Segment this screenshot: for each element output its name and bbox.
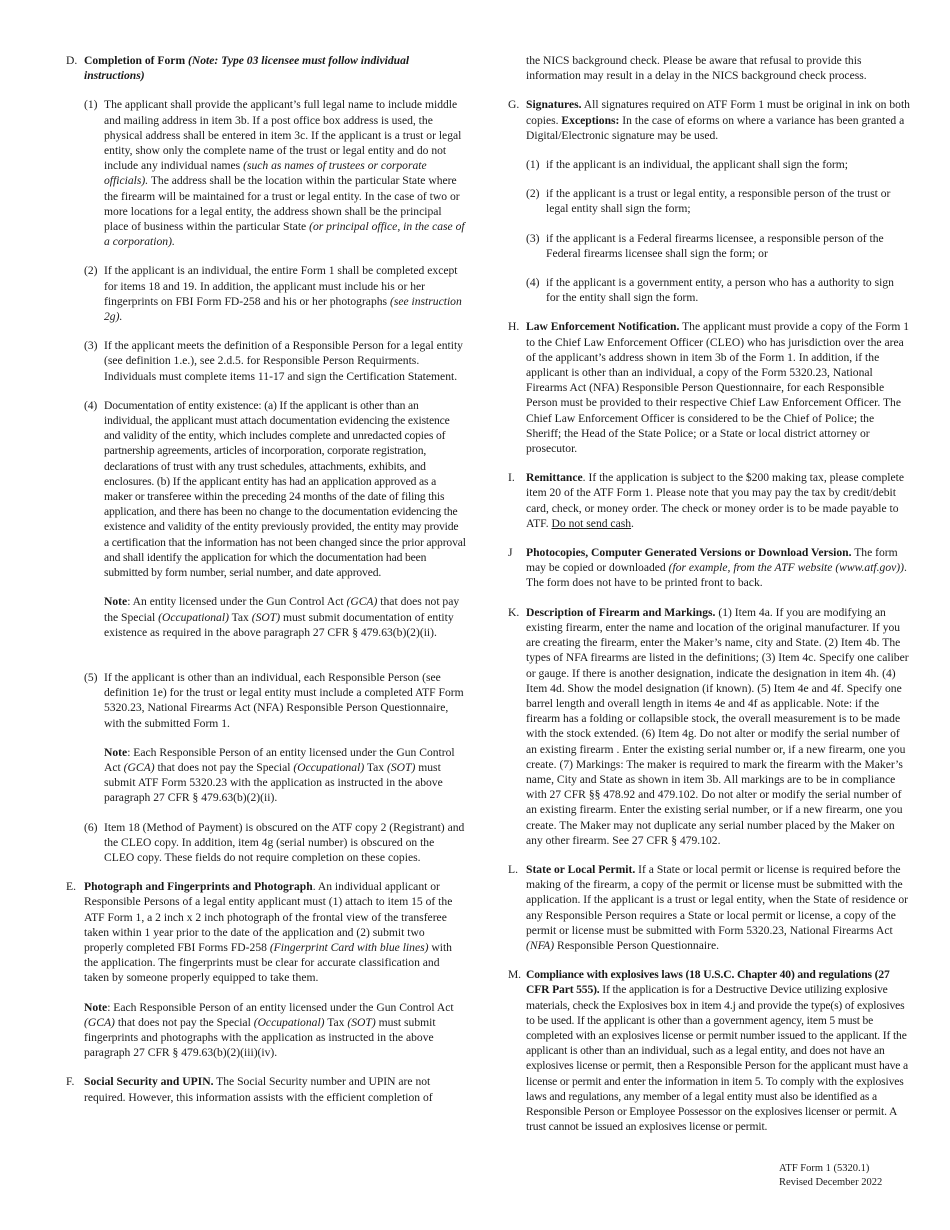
section-letter: G. <box>508 98 520 112</box>
section-j <box>508 545 910 591</box>
section-g-item-3 <box>526 231 910 261</box>
item-text: Item 18 (Method of Payment) is obscured on the ATF copy 2 (Registrant) and the CLEO copy. In addition, item 4g (serial number) is obscured on the CLEO copy. These fields do not require completion on these copies. <box>104 820 465 864</box>
section-g <box>508 97 910 143</box>
section-d-heading <box>66 53 466 83</box>
section-underline: Do not send cash <box>551 516 632 530</box>
section-text: with the application. The fingerprints must be clear for accurate classification and taken by someone properly equipped to take them. <box>84 940 452 985</box>
item-number: (1) <box>526 158 540 172</box>
note-label: Note <box>84 1000 108 1014</box>
section-letter: H. <box>508 320 520 334</box>
section-f <box>66 1074 466 1104</box>
section-m <box>508 967 910 1134</box>
section-d-item-2 <box>84 263 466 324</box>
item-number: (4) <box>526 276 540 290</box>
note-text: must submit documentation of entity existence as required in the above paragraph 27 CFR § 479.63(b)(2)(ii). <box>104 610 454 639</box>
item-text: if the applicant is a Federal firearms licensee, a responsible person of the Federal firearms licensee shall sign the form; or <box>546 231 884 260</box>
section-title: State or Local Permit. <box>526 862 636 876</box>
note-italic: (GCA) <box>123 760 155 774</box>
note-text: must submit ATF Form 5320.23 with the application as instructed in the above paragraph 27 CFR § 479.63(b)(2)(ii). <box>104 760 443 805</box>
note-italic: (SOT) <box>387 760 416 774</box>
section-text: . If the application is subject to the $200 making tax, please complete item 20 of the ATF Form 1. Please note that you may pay the tax by credit/debit card, check, or money order. The check or money order is to be made payable to ATF. <box>526 471 904 530</box>
note-text: that does not pay the Special <box>154 760 294 774</box>
section-h <box>508 319 910 456</box>
section-d-item-3 <box>84 338 466 384</box>
item-text-italic: (or principal office, in the case of a corporation). <box>104 220 465 249</box>
form-revised-date: Revised December 2022 <box>779 1176 883 1188</box>
note-text: that does not pay the Special <box>114 1015 254 1029</box>
section-text: If the application is for a Destructive Device utilizing explosive materials, check the Explosives box in item 4.j and provide the type(s) of explosives to be used. If the applicant is other than a government agency, item 5 must be completed with an explosives license or permit number issued to the applicant. If the applicant is other than an individual, such as a legal entity, and does not have an explosives license or permit, then a Responsible Person for the applicant must have a license or permit and enter the information in item 5. To comply with the explosives laws and regulations, any member of a legal entity must also be identified as a Responsible Person or Employee Possessor on the explosives licenser or permit. A trust cannot be issued an explosives license or permit. <box>526 983 908 1134</box>
section-italic: (Fingerprint Card with blue lines) <box>269 940 429 954</box>
item-number: (2) <box>84 264 98 278</box>
section-letter: E. <box>66 880 76 894</box>
section-bold: Exceptions: <box>561 113 620 127</box>
item-text: If the applicant is an individual, the entire Form 1 shall be completed except for items 18 and 19. In addition, the applicant must include his or her fingerprints on FBI Form FD-258 and his or her photographs <box>104 264 458 308</box>
note-text: : Each Responsible Person of an entity licensed under the Gun Control Act <box>104 745 455 774</box>
section-title: Photocopies, Computer Generated Versions or Download Version. <box>526 546 852 560</box>
section-i <box>508 470 910 531</box>
item-number: (3) <box>526 231 540 245</box>
section-k <box>508 605 910 848</box>
item-text-italic: (such as names of trustees or corporate officials). <box>104 159 427 188</box>
item-text: if the applicant is a trust or legal entity, a responsible person of the trust or legal entity shall sign the form; <box>546 187 891 216</box>
item-text: Documentation of entity existence: (a) If the applicant is other than an individual, the applicant must attach documentation evidencing the existence and validity of the entity, which includes complete and unredacted copies of partnership agreements, articles of incorporation, corporate registration, declarations of trust with any trust schedules, attachments, exhibits, and enclosures. (b) If the applicant entity has had an application approved as a maker or transferee within the preceding 24 months of the date of filing this application, and there has been no change to the documentation evidencing the existence and validity of the entity previously provided, the entity may provide a certification that the information has not been changed since the prior approval and shall identify the application for which the documentation had been submitted by form number, serial number, and date approved. <box>104 398 466 580</box>
section-letter: D. <box>66 54 78 67</box>
section-text: The Social Security number and UPIN are not required. However, this information assists with the efficient completion of <box>84 1075 433 1104</box>
item-number: (1) <box>84 98 98 112</box>
form-id: ATF Form 1 (5320.1) <box>779 1163 870 1174</box>
section-d-item-6 <box>84 820 466 866</box>
note-italic: (SOT) <box>347 1015 376 1029</box>
item-text-italic: (see instruction 2g). <box>104 294 462 324</box>
section-e <box>66 879 466 985</box>
note-italic: (GCA) <box>84 1015 115 1029</box>
note-text: : Each Responsible Person of an entity licensed under the Gun Control Act <box>107 1000 454 1014</box>
note-italic: (Occupational) <box>253 1015 325 1029</box>
section-letter: M. <box>508 968 521 982</box>
note-italic: (SOT) <box>251 610 281 624</box>
note-italic: (Occupational) <box>293 760 365 774</box>
section-text: . An individual applicant or Responsible Persons of a legal entity applicant must (1) attach to item 15 of the ATF Form 1, a 2 inch x 2 inch photograph of the frontal view of the transferee taken within 1 year prior to the date of the application and (2) submit two properly completed FBI Forms FD-258 <box>84 880 453 954</box>
section-text: If a State or local permit or license is required before the making of the firearm, a copy of the permit or license must be submitted with the application. If the applicant is a trust or legal entity, when the State of residence or any Responsible Person requires a State or local permit or license, a copy of the permit or license must be submitted with Form 5320.23, National Firearms Act <box>526 862 909 937</box>
section-title: Compliance with explosives laws (18 U.S.C. Chapter 40) and regulations (27 CFR Part 555). <box>526 968 890 997</box>
section-g-item-2 <box>526 186 910 216</box>
note-italic: (Occupational) <box>158 610 229 624</box>
section-text: In the case of eforms on where a variance has been granted a Digital/Electronic signature may be used. <box>526 113 905 142</box>
form-footer <box>779 1162 882 1189</box>
section-italic: (for example, from the ATF website (www.atf.gov)) <box>668 561 905 575</box>
note-label: Note <box>104 595 128 609</box>
note-text: Tax <box>228 610 252 624</box>
item-number: (2) <box>526 187 540 201</box>
note-text: Tax <box>324 1015 348 1029</box>
section-title-note: (Note: Type 03 licensee must follow individual instructions) <box>84 54 410 83</box>
section-e-note <box>84 1000 466 1061</box>
section-italic: (NFA) <box>526 938 555 952</box>
item-number: (6) <box>84 820 98 834</box>
item-number: (5) <box>84 670 98 684</box>
section-text: Responsible Person Questionnaire. <box>554 938 719 952</box>
section-letter: K. <box>508 605 520 619</box>
section-letter: F. <box>66 1075 75 1089</box>
item-text: if the applicant is a government entity, a person who has a authority to sign for the entity shall sign the form. <box>546 276 894 305</box>
section-title: Description of Firearm and Markings. <box>526 605 716 619</box>
note-text: that does not pay the Special <box>104 595 460 624</box>
note-text: must submit fingerprints and photographs with the application as instructed in the above paragraph 27 CFR § 479.63(b)(2)(iii)(iv). <box>84 1015 436 1060</box>
note-italic: (GCA) <box>346 595 378 609</box>
left-column <box>66 53 466 1105</box>
note-text: : An entity licensed under the Gun Control Act <box>127 595 347 609</box>
item-text: If the applicant is other than an individual, each Responsible Person (see definition 1e) for the trust or legal entity must include a completed ATF Form 5320.23, National Firearms Act (NFA) Responsible Person Questionnaire, with the submitted Form 1. <box>104 670 464 730</box>
item-text: If the applicant meets the definition of a Responsible Person for a legal entity (see definition 1.e.), see 2.d.5. for Responsible Person Requirments. Individuals must complete items 11-17 and sign the Certification Statement. <box>104 339 463 383</box>
item-text: if the applicant is an individual, the applicant shall sign the form; <box>546 158 849 172</box>
section-f-continued <box>508 53 910 83</box>
section-text: the NICS background check. Please be aware that refusal to provide this information may result in a delay in the NICS background check process. <box>526 54 867 83</box>
item-number: (3) <box>84 339 98 353</box>
section-text: . The form does not have to be printed front to back. <box>526 561 907 590</box>
section-d-item-5 <box>84 670 466 731</box>
item-text: The applicant shall provide the applicant’s full legal name to include middle and mailing address in item 3b. If a post office box address is used, the physical address shall be entered in item 3c. If the applicant is a trust or legal entity, show only the complete name of the trust or legal entity and do not include any individual names <box>104 98 462 173</box>
section-text: . <box>631 516 634 530</box>
section-text: The form may be copied or downloaded <box>526 546 898 575</box>
section-text: All signatures required on ATF Form 1 must be original in ink on both copies. <box>526 98 910 127</box>
section-title: Remittance <box>526 471 583 485</box>
section-title: Social Security and UPIN. <box>84 1075 214 1089</box>
section-l <box>508 862 910 953</box>
note-label: Note <box>104 745 128 759</box>
section-title: Signatures. <box>526 98 582 112</box>
section-text: The applicant must provide a copy of the Form 1 to the Chief Law Enforcement Officer (CLEO) who has jurisdiction over the area of the applicant’s address shown in item 3b of the Form 1. In addition, if the applicant is other than an individual, a copy of the Form 5320.23, National Firearms Act (NFA) Responsible Person Questionnaire, for each Responsible Person must be provided to their respective Chief Law Enforcement Officer. The Chief Law Enforcement Officer is considered to be the Chief of Police; the Sheriff; the Head of the State Police; or a State or local district attorney or prosecutor. <box>526 320 910 456</box>
section-title: Photograph and Fingerprints and Photograph <box>84 880 313 894</box>
section-g-item-4 <box>526 275 910 305</box>
section-g-item-1 <box>526 157 910 172</box>
section-letter: J <box>508 546 513 560</box>
section-title: Law Enforcement Notification. <box>526 320 680 334</box>
item-number: (4) <box>84 398 98 412</box>
section-text: (1) Item 4a. If you are modifying an existing firearm, enter the name and location of the original manufacturer. If you are creating the firearm, enter the Maker’s name, city and State. (2) Item 4b. The types of NFA firearms are listed in the definitions; (3) Item 4c. Specify one caliber or gauge. If there is another designation, indicate the designation in item 4h. (4) Item 4d. Show the model designation (if known). (5) Item 4e and 4f. Specify one barrel length and overall length in items 4e and 4f as applicable. Note: if the firearm has a folding or collapsible stock, the overall measurement is to be made with the stock extended. (6) Item 4g. Do not alter or modify the serial number of an existing firearm . Enter the existing serial number or, if a new firearm, one you create. (7) Markings: The maker is required to mark the firearm with the Maker’s name, City and State as shown in item 3b. All markings are to be in compliance with 27 CFR §§ 478.92 and 479.102. Do not alter or modify the serial number of an existing firearm. Enter the existing serial number, or if a new firearm, one you create. The Maker may not duplicate any serial number placed by the Maker on any other firearm. See 27 CFR § 479.102. <box>526 605 909 847</box>
right-column <box>508 53 910 1134</box>
item-text: The address shall be the location within the particular State where the firearm will be maintained for a trust or legal entity. In the case of two or more locations for a legal entity, the address shown shall be the principal place of business within the particular State <box>104 174 460 234</box>
section-letter: L. <box>508 862 518 876</box>
section-letter: I. <box>508 471 515 485</box>
section-d-note-5 <box>104 745 466 806</box>
section-title: Completion of Form <box>84 54 186 67</box>
section-d-note-4 <box>104 594 466 640</box>
section-d-item-1 <box>84 97 466 249</box>
note-text: Tax <box>364 760 387 774</box>
section-d-item-4 <box>84 398 466 580</box>
